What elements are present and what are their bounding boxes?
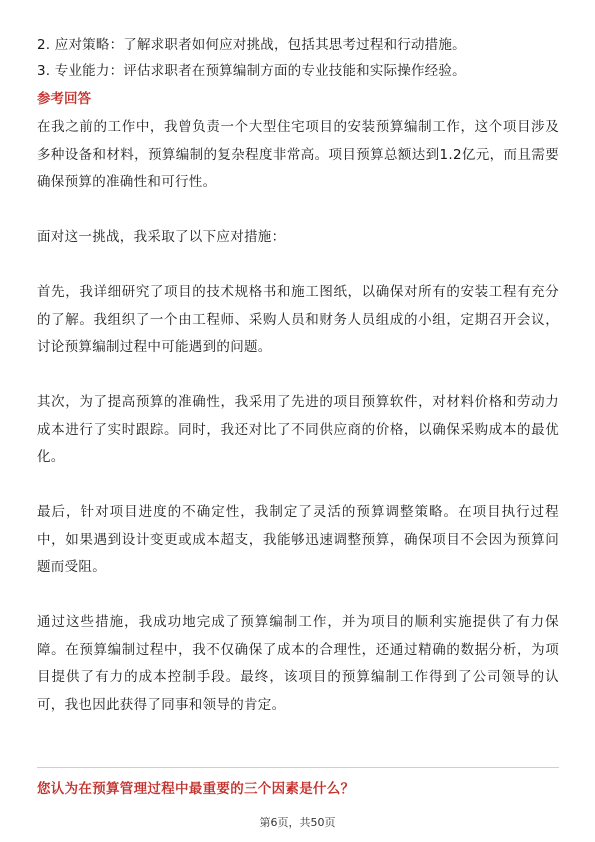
answer-paragraph-last-step: 最后，针对项目进度的不确定性，我制定了灵活的预算调整策略。在项目执行过程中，如果遇到设计变更或成本超支，我能够迅速调整预算，确保项目不会因为预算问题而受阻。 [37, 504, 559, 575]
page-content [37, 36, 559, 719]
next-question-heading: 您认为在预算管理过程中最重要的三个因素是什么？ [37, 781, 355, 797]
answer-paragraph-measures-lead: 面对这一挑战，我采取了以下应对措施： [37, 229, 286, 245]
evaluation-point-strategy: 2. 应对策略：了解求职者如何应对挑战，包括其思考过程和行动措施。 [37, 37, 466, 53]
answer-heading: 参考回答 [37, 91, 91, 107]
evaluation-point-expertise: 3. 专业能力：评估求职者在预算编制方面的专业技能和实际操作经验。 [37, 63, 466, 79]
answer-paragraph-conclusion: 通过这些措施，我成功地完成了预算编制工作，并为项目的顺利实施提供了有力保障。在预算编制过程中，我不仅确保了成本的合理性，还通过精确的数据分析，为项目提供了有力的成本控制手段。最终，该项目的预算编制工作得到了公司领导的认可，我也因此获得了同事和领导的肯定。 [37, 614, 559, 713]
answer-paragraph-intro: 在我之前的工作中，我曾负责一个大型住宅项目的安装预算编制工作，这个项目涉及多种设备和材料，预算编制的复杂程度非常高。项目预算总额达到1.2亿元，而且需要确保预算的准确性和可行性。 [37, 119, 559, 190]
answer-paragraph-second: 其次，为了提高预算的准确性，我采用了先进的项目预算软件，对材料价格和劳动力成本进行了实时跟踪。同时，我还对比了不同供应商的价格，以确保采购成本的最优化。 [37, 394, 559, 465]
page-footer: 第6页，共50页 [259, 816, 336, 829]
answer-paragraph-first: 首先，我详细研究了项目的技术规格书和施工图纸，以确保对所有的安装工程有充分的了解。我组织了一个由工程师、采购人员和财务人员组成的小组，定期召开会议，讨论预算编制过程中可能遇到的问题。 [37, 284, 559, 355]
section-divider [37, 767, 559, 768]
